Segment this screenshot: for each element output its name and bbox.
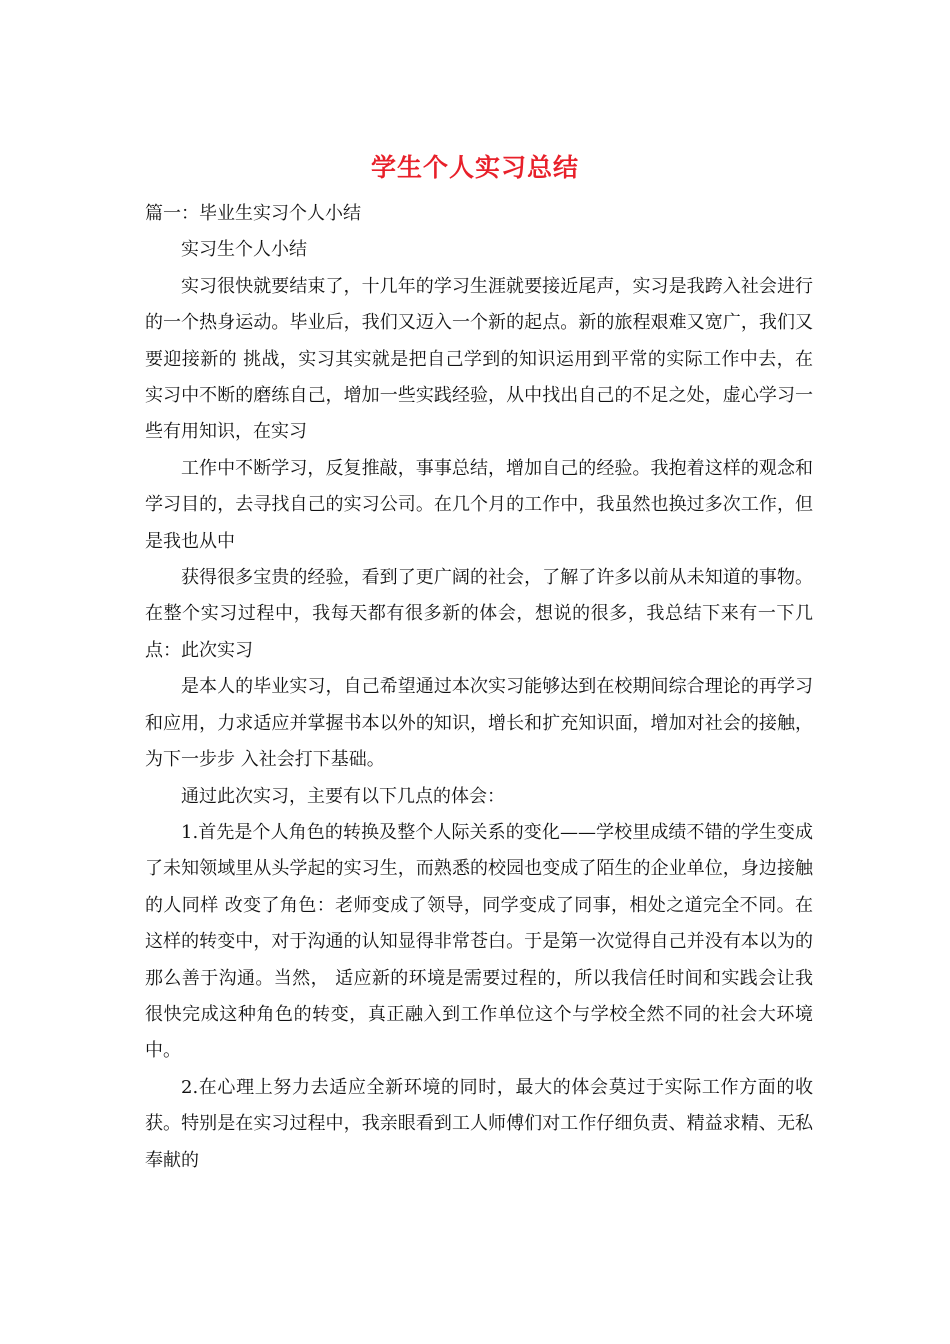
paragraph: 工作中不断学习，反复推敲，事事总结，增加自己的经验。我抱着这样的观念和学习目的，去寻找自己的实习公司。在几个月的工作中，我虽然也换过多次工作，但是我也从中 xyxy=(145,457,813,552)
paragraph: 2.在心理上努力去适应全新环境的同时，最大的体会莫过于实际工作方面的收获。特别是在实习过程中，我亲眼看到工人师傅们对工作仔细负责、精益求精、无私奉献的 xyxy=(145,1076,813,1171)
paragraph: 1.首先是个人角色的转换及整个人际关系的变化——学校里成绩不错的学生变成了未知领域里从头学起的实习生，而熟悉的校园也变成了陌生的企业单位，身边接触的人同样 改变了角色：老师变成了领导，同学变成了同事，相处之道完全不同。在这样的转变中，对于沟通的认知显得非常苍白。于是第一次觉得自己并没有本以为的那么善于沟通。当然， 适应新的环境是需要过程的，所以我信任时间和实践会让我很快完成这种角色的转变，真正融入到工作单位这个与学校全然不同的社会大环境中。 xyxy=(145,821,813,1062)
paragraph: 实习很快就要结束了，十几年的学习生涯就要接近尾声，实习是我跨入社会进行的一个热身运动。毕业后，我们又迈入一个新的起点。新的旅程艰难又宽广，我们又要迎接新的 挑战，实习其实就是把自己学到的知识运用到平常的实际工作中去，在实习中不断的磨练自己，增加一些实践经验，从中找出自己的不足之处，虚心学习一些有用知识，在实习 xyxy=(145,275,813,443)
document-title: 学生个人实习总结 xyxy=(370,153,579,182)
paragraph: 获得很多宝贵的经验，看到了更广阔的社会，了解了许多以前从未知道的事物。在整个实习过程中，我每天都有很多新的体会，想说的很多，我总结下来有一下几点：此次实习 xyxy=(145,567,813,661)
paragraph: 是本人的毕业实习，自己希望通过本次实习能够达到在校期间综合理论的再学习和应用，力求适应并掌握书本以外的知识，增长和扩充知识面，增加对社会的接触，为下一步步 入社会打下基础。 xyxy=(145,676,813,771)
paragraph: 通过此次实习，主要有以下几点的体会： xyxy=(181,785,505,807)
subheading: 实习生个人小结 xyxy=(181,239,307,261)
document-body xyxy=(145,196,813,1179)
section-heading: 篇一：毕业生实习个人小结 xyxy=(145,203,361,224)
